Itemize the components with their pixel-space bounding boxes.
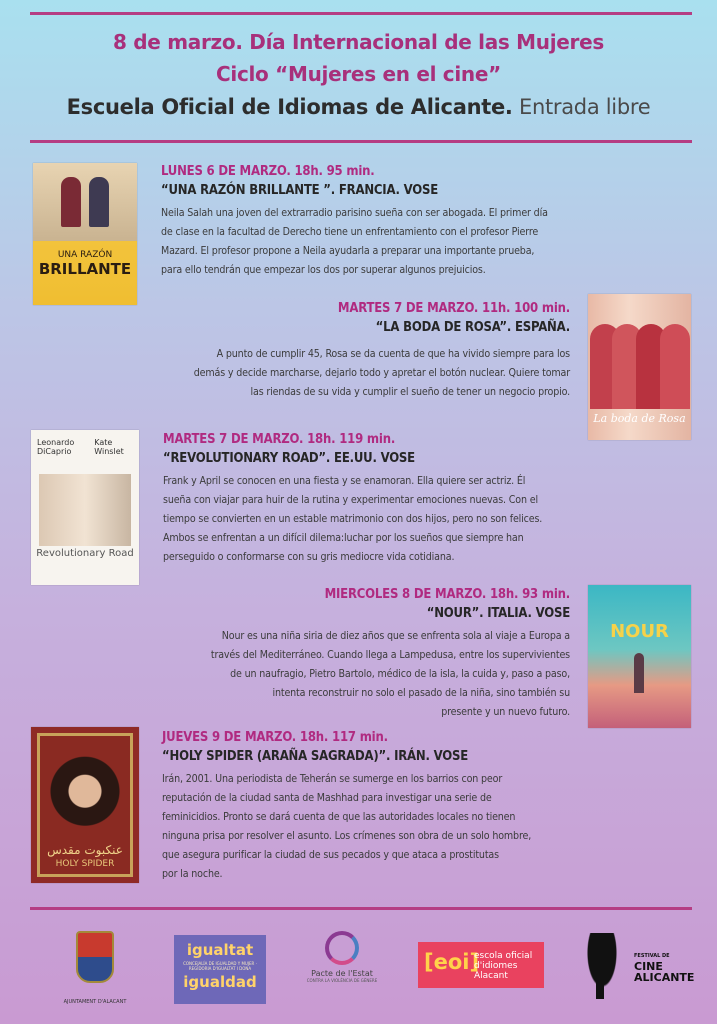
film-entry <box>161 164 601 280</box>
logo-small-text: CONCEJALÍA DE IGUALDAD Y MUJER · REGIDORIA D'IGUALTAT I DONA <box>183 961 257 971</box>
poster-figure <box>634 653 644 693</box>
logo-caption: Pacte de l'Estat <box>311 969 373 978</box>
poster-actor: Leonardo DiCaprio <box>37 438 75 456</box>
eoi-text-line: d'idiomes <box>474 961 518 971</box>
desc-line: tiempo se convierten en un estable matrimonio con dos hijos, pero no son felices. <box>163 513 543 525</box>
desc-line: demás y decide marcharse, dejarlo todo y apretar el botón nuclear. Quiere tomar <box>193 367 570 379</box>
desc-line: Frank y April se conocen en una fiesta y se enamoran. Ella quiere ser actriz. Él <box>163 475 526 487</box>
poster-revolutionary-road <box>31 430 139 585</box>
eoi-text-line: Alacant <box>474 971 508 981</box>
desc-line: Nour es una niña siria de diez años que se enfrenta sola al viaje a Europa a <box>221 630 570 642</box>
film-title: “HOLY SPIDER (ARAÑA SAGRADA)”. IRÁN. VOSE <box>162 749 468 764</box>
film-entry <box>162 730 592 884</box>
film-date: LUNES 6 DE MARZO. 18h. 95 min. <box>161 164 375 179</box>
desc-line: Mazard. El profesor propone a Neila ayudarla a preparar una importante prueba, <box>161 245 535 257</box>
film-title: “REVOLUTIONARY ROAD”. EE.UU. VOSE <box>163 451 415 466</box>
desc-line: ninguna prisa por resolver el asunto. Los crímenes son obra de un solo hombre, <box>162 830 532 842</box>
desc-line: Irán, 2001. Una periodista de Teherán se sumerge en los barrios con peor <box>162 773 503 785</box>
film-description <box>130 345 570 402</box>
desc-line: Ambos se enfrentan a un difícil dilema:luchar por los sueños que siempre han <box>163 532 524 544</box>
poster-title: NOUR <box>610 621 669 642</box>
logo-caption: AJUNTAMENT D'ALACANT <box>63 999 127 1005</box>
poster-actor: Kate Winslet <box>94 438 124 456</box>
logo-text: igualdad <box>183 973 257 991</box>
poster-title: Revolutionary Road <box>36 548 134 559</box>
desc-line: Neila Salah una joven del extrarradio parisino sueña con ser abogada. El primer día <box>161 207 548 219</box>
footer-rule <box>30 907 692 910</box>
poster-actors <box>37 438 133 456</box>
desc-line: de clase en la facultad de Derecho tiene un enfrentamiento con el profesor Pierre <box>161 226 539 238</box>
header-subtitle: Ciclo “Mujeres en el cine” <box>216 62 501 86</box>
desc-line: sueña con viajar para huir de la rutina y experimentar emociones nuevas. Con el <box>163 494 538 506</box>
desc-line: de un naufragio, Pietro Bartolo, médico de la isla, la cuida y, paso a paso, <box>230 668 570 680</box>
film-title: “UNA RAZÓN BRILLANTE ”. FRANCIA. VOSE <box>161 183 439 198</box>
desc-line: través del Mediterráneo. Cuando llega a Lampedusa, entre los supervivientes <box>210 649 570 661</box>
logo-text: igualtat <box>186 941 254 959</box>
logo-ayuntamiento <box>52 927 138 1007</box>
film-date: MARTES 7 DE MARZO. 18h. 119 min. <box>163 432 396 447</box>
festival-name-line: CINE <box>634 960 663 973</box>
desc-line: intenta reconstruir no solo el pasado de la niña, sino también su <box>272 687 570 699</box>
desc-line: por la noche. <box>162 868 223 880</box>
poster-arabic-title: عنكبوت مقدس <box>47 843 123 857</box>
desc-line: que asegura purificar la ciudad de sus pecados y que ataca a prostitutas <box>162 849 499 861</box>
film-description <box>161 204 601 280</box>
film-date: MARTES 7 DE MARZO. 11h. 100 min. <box>337 301 570 316</box>
coat-of-arms-icon <box>76 931 114 983</box>
film-entry <box>163 432 593 567</box>
desc-line: las riendas de su vida y cumplir el sueño de tener un negocio propio. <box>250 386 570 398</box>
poster-title: HOLY SPIDER <box>55 859 115 869</box>
film-description <box>162 770 592 884</box>
desc-line: reputación de la ciudad santa de Mashhad para investigar una serie de <box>162 792 492 804</box>
logo-eoi <box>418 942 544 988</box>
logo-subcaption: CONTRA LA VIOLÈNCIA DE GÈNERE <box>306 978 378 983</box>
ring-icon <box>325 931 359 965</box>
logo-igualtat <box>174 935 266 1004</box>
poster-figure <box>61 177 81 227</box>
film-entry <box>130 301 570 402</box>
logo-festival-cine <box>578 929 695 1003</box>
festival-label: FESTIVAL DE <box>634 953 670 959</box>
poster-la-boda-de-rosa <box>588 294 691 440</box>
film-date: MIERCOLES 8 DE MARZO. 18h. 93 min. <box>324 587 570 602</box>
film-title: “NOUR”. ITALIA. VOSE <box>426 606 570 621</box>
eoi-text <box>474 951 532 981</box>
header-rule <box>30 140 692 143</box>
header-title: 8 de marzo. Día Internacional de las Mujeres <box>113 30 604 54</box>
festival-name-line: ALICANTE <box>634 971 695 984</box>
desc-line: feminicidios. Pronto se dará cuenta de que las autoridades locales no tienen <box>162 811 516 823</box>
logo-pacte-estat <box>306 931 378 1005</box>
festival-name <box>634 961 694 983</box>
poster-title: La boda de Rosa <box>593 412 686 425</box>
poster-nour <box>588 585 691 728</box>
header-venue-accent: Entrada libre <box>512 95 651 119</box>
eoi-text-line: escola oficial <box>474 951 533 961</box>
film-title: “LA BODA DE ROSA”. ESPAÑA. <box>375 320 570 335</box>
poster-holy-spider <box>31 727 139 883</box>
poster-title-line2: BRILLANTE <box>38 260 132 278</box>
film-description <box>130 627 570 722</box>
festival-figure-icon <box>582 933 622 999</box>
sponsor-logos <box>0 925 717 1005</box>
desc-line: A punto de cumplir 45, Rosa se da cuenta de que ha vivido siempre para los <box>216 348 570 360</box>
desc-line: perseguido o conformarse con su gris mediocre vida cotidiana. <box>163 551 455 563</box>
film-date: JUEVES 9 DE MARZO. 18h. 117 min. <box>162 730 388 745</box>
eoi-mark: [eoi] <box>424 950 480 974</box>
header-venue-main: Escuela Oficial de Idiomas de Alicante. <box>66 95 513 119</box>
header-venue <box>0 95 717 119</box>
desc-line: presente y un nuevo futuro. <box>441 706 570 718</box>
poster-photo <box>39 474 131 546</box>
film-description <box>163 472 593 567</box>
top-rule <box>30 12 692 15</box>
poster-una-razon-brillante <box>33 163 137 305</box>
poster-figure <box>660 324 690 409</box>
poster-figure <box>89 177 109 227</box>
film-entry <box>130 587 570 722</box>
poster-title-line1: UNA RAZÓN <box>57 250 113 260</box>
desc-line: para ello tendrán que empezar los dos por superar algunos prejuicios. <box>161 264 486 276</box>
